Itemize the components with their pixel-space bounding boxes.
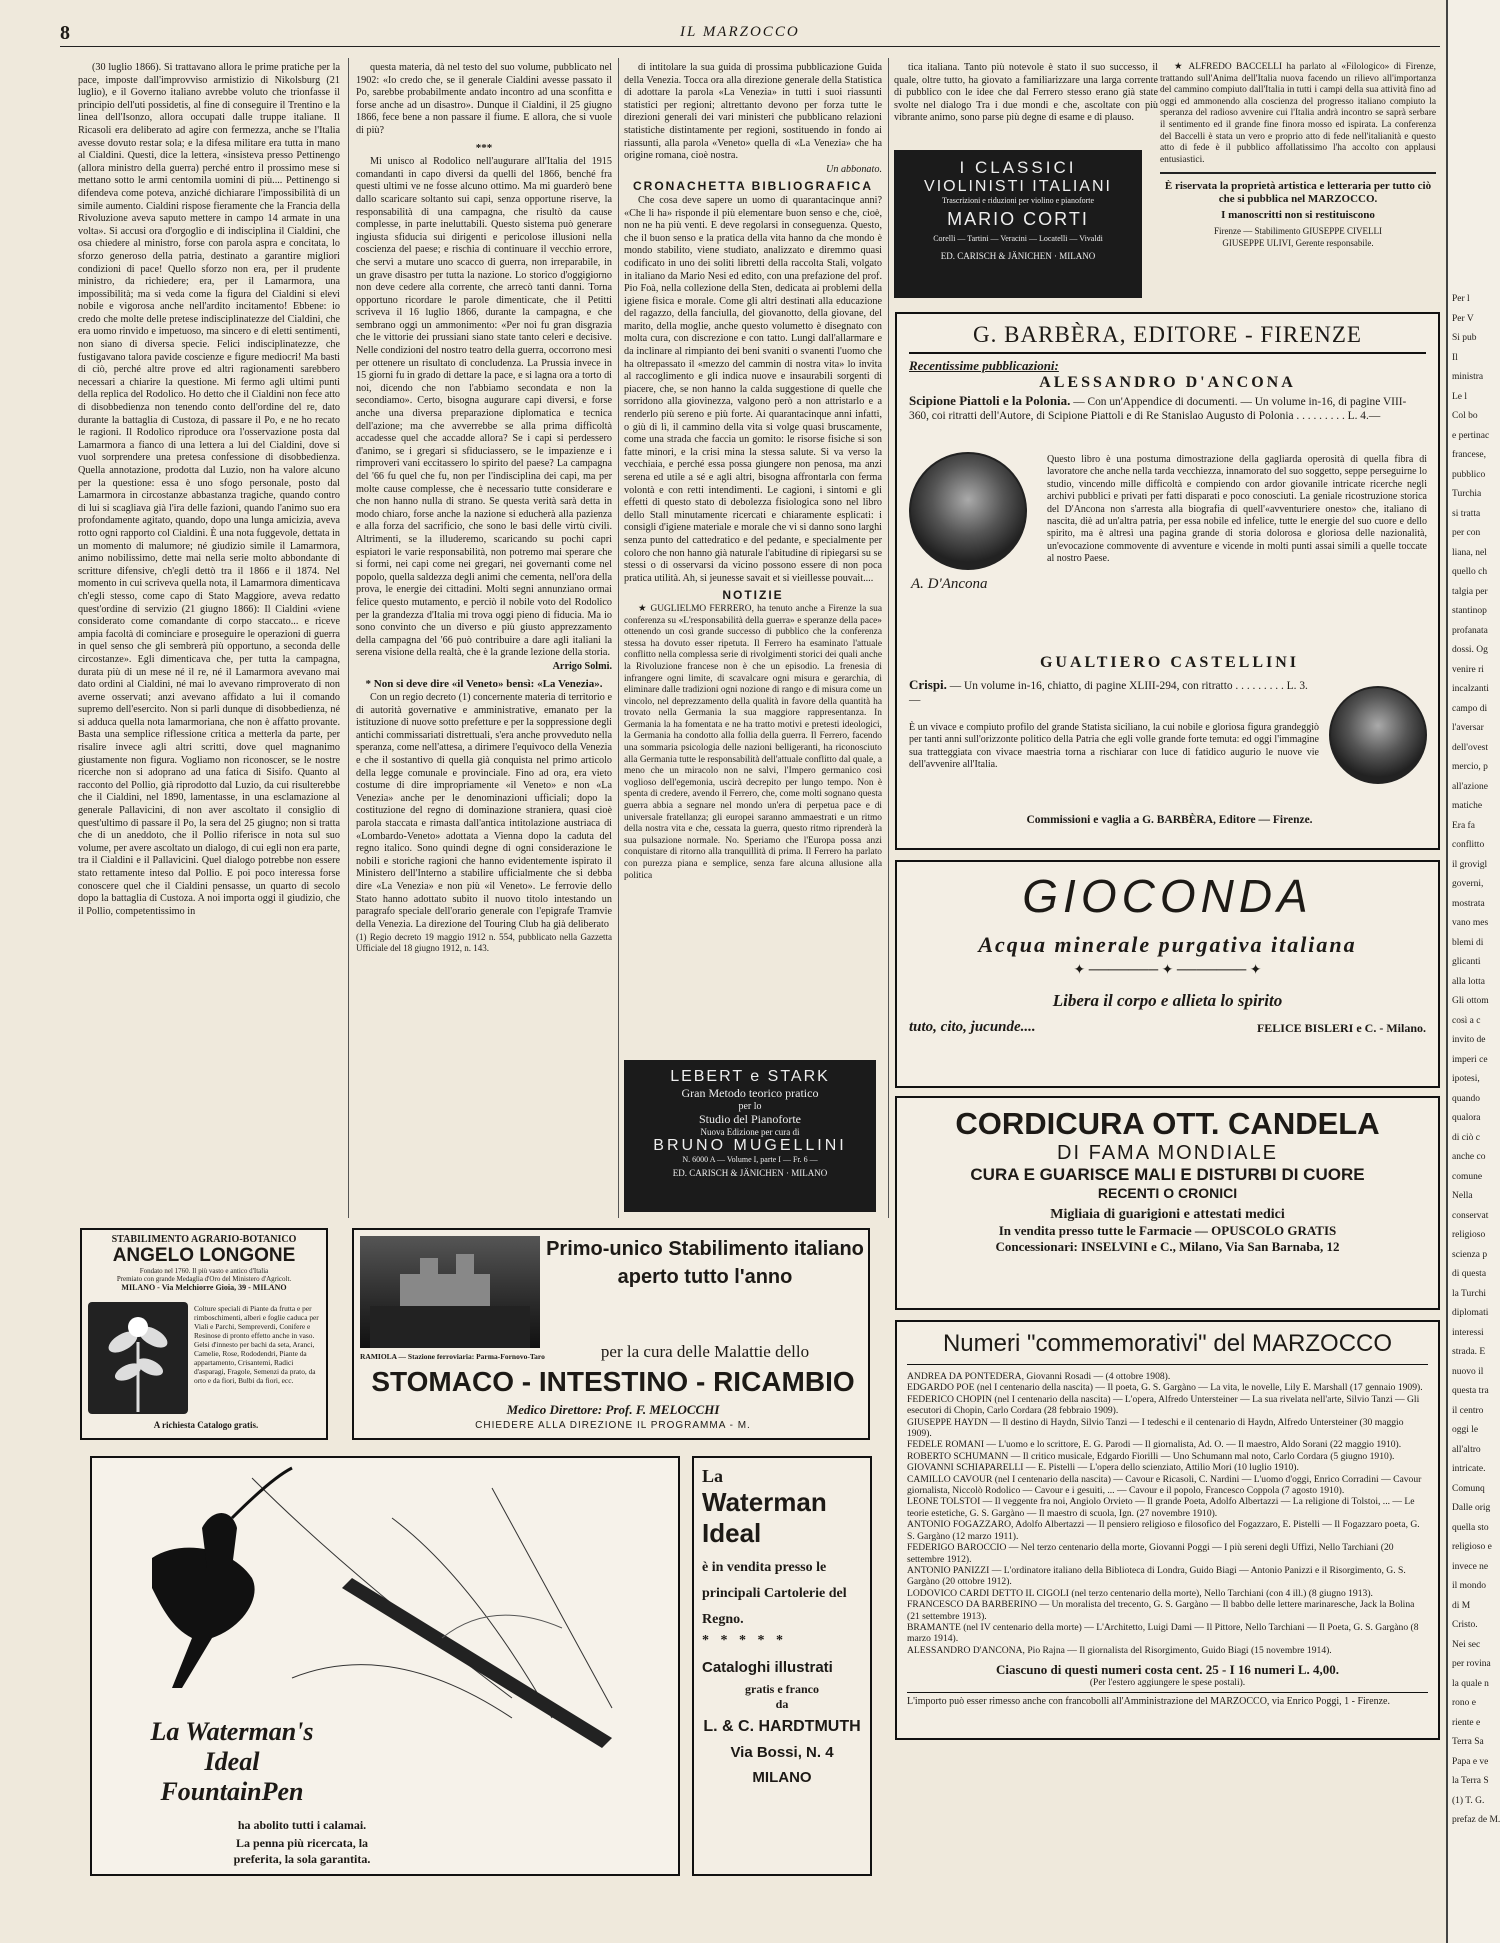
waterman-illustration	[92, 1458, 678, 1758]
news-body: ★ GUGLIELMO FERRERO, ha tenuto anche a Firenze la sua conferenza su «L'responsabilità della guerra» e speranze della pace» ottenendo un così grande successo di pubblico che la conferenza stessa ha dovuto esser ripetuta. Il Ferrero ha esaminato l'attuale conflitto nella complessa serie di rivolgimenti storici dei quali anche la Rivoluzione francese non è che un episodio. La frenesia di infrangere ogni limite, di scavalcare ogni misura e gerarchia, di eliminare dalle tradizioni ogni nozione di rango e di misura come un vincolo, nel deprezzamento della qualità in favore della quantità ha trovato nella Germania la sua maggiore rappresentanza. In Germania la ha fomentata e ne ha tratto motivi e pretesti ideologici, la Germania ha condotto alla follia della guerra. Il Ferrero, facendo una sommaria psicologia delle nazioni belligeranti, ha riconosciuto alla Germania tutte le responsabilità dell'attuale conflitto dal quale, a meno che un miracolo non ne salvi, l'Impero germanico così voglioso dell'egemonia, uscirà decrepito per lungo tempo. Non è spenta di credere, avendo il Ferrero, che, come molti sognano questa guerra abbia a segnare nel mondo un'era di perpetua pace e di universale fratellanza; gli europei saranno ammaestrati e un ritmo della nostra vita e che, cessata la guerra, questo ritmo riprenderà la sua pulsazione normale. No. Speriamo che l'Europa possa anzi conquistare di ritorno alla tranquillità di prima. Il Ferrero ha parlato con purezza piana e semplice, senza fare alcuna allusione alla politica	[624, 603, 882, 881]
masthead: IL MARZOCCO	[680, 24, 800, 40]
news-body: ★ ALFREDO BACCELLI ha parlato al «Filologico» di Firenze, trattando sull'Anima dell'Italia nuova facendo un rilievo all'importanza del cammino compiuto dall'Italia in tutti i campi della sua attività fino ad oggi ed ammonendo alla coscienza del progresso italiano compiuto la speranza del radioso avvenire cui l'Italia andrà incontro se saprà serbare il sentimento ed il grande fine finora mosso ed ispirata. La conferenza del Baccelli è stata un vero e proprio atto di fede nell'italianità e questo atto di fede è il pubblico affollatissimo l'ha accolto con applausi entusiastici.	[1160, 62, 1436, 165]
ad-brand: FountainPen	[160, 1777, 304, 1806]
adjacent-page-line: all'azione	[1452, 781, 1488, 792]
ad-line: Fondato nel 1760. Il più vasto e antico d'Italia	[139, 1267, 269, 1275]
commemorative-item: LODOVICO CARDI DETTO IL CIGOLI (nel terzo centenario della morte), Nello Tarchiani (con 4 ill.) (8 giugno 1913).	[907, 1587, 1373, 1599]
ad-firm: L. & C. HARDTMUTH	[703, 1718, 861, 1735]
column-rule	[618, 58, 619, 1218]
adjacent-page-line: diplomati	[1452, 1308, 1489, 1318]
column-rule	[348, 58, 349, 1218]
ad-line: La	[702, 1466, 724, 1486]
ad-title: CORDICURA OTT. CANDELA	[955, 1106, 1380, 1141]
adjacent-page-line: Terra Sa	[1452, 1737, 1484, 1747]
ad-slogan: Libera il corpo e allieta lo spirito	[1052, 991, 1283, 1010]
rule	[1160, 172, 1436, 174]
ad-title: GIOCONDA	[1022, 870, 1313, 922]
adjacent-page-line: ipotesi,	[1452, 1074, 1480, 1084]
ad-title: STOMACO - INTESTINO - RICAMBIO	[371, 1366, 855, 1397]
adjacent-page-line: l'aversar	[1452, 723, 1484, 733]
commemorative-item: LEONE TOLSTOI — Il veggente fra noi, Angiolo Orvieto — Il grande Poeta, Adolfo Albertazzi — La religione di Tolstoi, ... — Le teorie estetiche, G. S. Gargàno — Il maestro di scuola, Ign. (27 novembre 1910).	[907, 1496, 1415, 1519]
adjacent-page-line: la quale n	[1452, 1678, 1489, 1689]
adjacent-page-line: così a c	[1452, 1015, 1481, 1026]
adjacent-page-line: incalzanti	[1452, 684, 1489, 694]
article-column-4	[894, 62, 1158, 132]
manuscripts-notice: I manoscritti non si restituiscono	[1221, 209, 1375, 222]
ad-address: Via Bossi, N. 4	[730, 1744, 834, 1761]
ad-longone	[80, 1228, 328, 1440]
article-body: (30 luglio 1866). Si trattavano allora le prime pratiche per la pace, imposte dall'improvviso armistizio di Nikolsburg (21 luglio), e il Governo italiano avrebbe voluto che trionfasse il principio dell'uti possidetis, al fine di conseguire il Trentino e la linea dell'Isonzo, allora occupati dalle truppe italiane. Il Ricasoli era deliberato ad agire con fermezza, anche se l'Italia avesse dovuto restar sola; e la difesa militare era tutta in mano al Cialdini. Questi, dice la lettera, «insisteva presso Pettinengo (allora ministro della guerra) perché entro il prossimo mese si mettano sotto le armi centomila uomini di più.... Pettinengo si difendeva come poteva, anziché dichiarare l'impossibilità di un simile aumento. Cialdini rispose fieramente che la Francia della Rivoluzione aveva saputo mettere in campo 14 armate in una volta». Si accusi ora d'orgoglio e di indisciplina il Cialdini, che osa chiedere al ministro, forse con parola aspra e concitata, lo sforzo generoso della patria, destinato a garantire migliori condizioni di pace! Quello sforzo non era, per il prudente ministro, da richiedere; era, per il Lamarmora, una impossibilità; ma si veda come la figura del Cialdini si elevi nobile e vigorosa anche nell'ardito incitamento! Ebbene: io credo che molte delle pretese indisciplinatezze del Cialdini, che era uomo rinvido e impetuoso, ma sincero e di eletti sentimenti, non siano di diversa specie. Felici indisciplinatezze, che fustigavano talora pavide coscienze e figure mediocri! Ma basti di ciò, perché altre prove ed altri ragionamenti sarebbero necessari a chiarire la questione. Mi fermo agli ultimi punti della replica del Rodolico. Ho detto che il Cialdini non fece atto di disobbedienza non tenendo conto dell'ordine del re, dato durante la battaglia di Custoza, di passare il Po, e ne ho recato le ragioni. Il Rodolico riproduce ora l'osservazione posta dal Lamarmora a fianco di una lettera a lui del Cialdini, dove si vuol sorprendere una pretesa confessione di disobbedienza. Quella annotazione, prodotta dal Luzio, non ha valore alcuno per la questione: essa è uno sfogo personale, posto dal Lamarmora in circostanze abbastanza tragiche, quando contro di lui si scagliava già l'ira delle fazioni, quando l'animo suo era profondamente agitato, quando, dopo una lunga amicizia, aveva rotto ogni rapporto col Cialdini. È una nota fuggevole, dettata in un momento di malumore; né giudizio simile il Lamarmora, animo nobilissimo, dette mai nella serie molto abbondante di scritture difensive, ch'egli dettò tra il 1866 e il 1874. Nel momento in cui scriveva quella nota, il Lamarmora dimenticava ch'egli stesso, come capo di Stato Maggiore, aveva redatto quest'ordine di servizio (21 giugno 1866): Il Cialdini «viene considerato come comandante di corpo staccato... e riceve ampia facoltà di cominciare e proseguire le operazioni di guerra in quel senso che gli sembrerà più opportuno, a seconda delle circostanze». Egli dimenticava che, per tutta la campagna, durata più di un mese né il re, né il Lamarmora avevano mai dato ordini al Cialdini, né mai lo avevano rimproverato di non averne osservati; anzi avevano affidato a lui il comando supremo dell'esercito. Non si parli dunque di disobbedienza, né si adduca quella nota lamarmoriana, che non è affatto provante. Basta una semplice riflessione critica a metterla da parte, per risalire invece agli altri scritti, dove quel magnanimo giustamente non figura. Vogliamo non riconoscer, se le nostre ricerche non si adoprano ad una fatica di Sisifo. Quanto al racconto del Pollio, già riprodotto dal Luzio, da cui risulterebbe che il Cialdini, nel 1890, lamentasse, in una esclamazione al generale Pallavicini, di non aver ascoltato il consiglio di quest'ultimo di passare il Po, la sera del 25 giugno; non si tratta che di un aneddoto, che il Pollio riferisce in nota sul suo volume, per avere ascoltato un dialogo, di cui egli non era parte, tra il Cialdini e il Pallavicini. Quel dialogo potrebbe non essere stato rettamente inteso dal Pollio. E poi poco interessa forse conoscere quel che il Cialdini pensasse, un quarto di secolo dopo la battaglia di Custoza. A noi importa oggi il giudizio, che il Pollio, competentissimo in	[78, 62, 340, 917]
ad-title: G. BARBÈRA, EDITORE - FIRENZE	[909, 322, 1426, 354]
commemorative-item: ROBERTO SCHUMANN — Il critico musicale, Edgardo Fiorilli — Uno Schumann mal noto, Carlo Cordara (5 giugno 1910).	[907, 1450, 1395, 1462]
ad-line: per la cura delle Malattie dello	[600, 1342, 810, 1361]
ad-title: Waterman	[702, 1487, 827, 1517]
adjacent-page-line: conflitto	[1452, 840, 1485, 850]
article-column-5	[1160, 62, 1436, 302]
ad-author: ALESSANDRO D'ANCONA	[1039, 374, 1296, 391]
ad-line: preferita, la sola garantita.	[233, 1852, 371, 1866]
adjacent-page-line: di M	[1452, 1600, 1471, 1611]
book-description: — Con un'Appendice di documenti. — Un volume in-16, di pagine VIII-360, coi ritratti dell'Autore, di Scipione Piattoli e di Re Stanislao Augusto di Polonia . . . . . . . . . L. 4.—	[909, 396, 1407, 422]
section-separator: ***	[475, 141, 493, 154]
adjacent-page-edge	[1446, 0, 1500, 1943]
article-body: di intitolare la sua guida di prossima pubblicazione Guida della Venezia. Tocca ora alla direzione generale della Statistica di adottare la parola «La Venezia» in tutti i suoi riassunti statistici per regioni; altrettanto devono per forza tutte le direzioni generali dei vari ministeri che pubblicano relazioni statistiche distintamente per regioni, sostituendo in fondo ai riassunti, alla parola «Veneto» quella di «La Venezia» che ha origine romana, cioè nostra.	[624, 62, 882, 162]
section-heading: CRONACHETTA BIBLIOGRAFICA	[633, 179, 873, 194]
ad-orders: Commissioni e vaglia a G. BARBÈRA, Editore — Firenze.	[1026, 814, 1313, 826]
commemorative-item: FEDERICO CHOPIN (nel I centenario della nascita) — L'opera, Alfredo Untersteiner — La sua rivelata nell'arte, Silvio Tanzi — Gli esecutori di Chopin, Carlo Cordara (28 febbraio 1909).	[907, 1393, 1420, 1417]
ad-stars: * * * * *	[702, 1633, 787, 1648]
ornament: ✦ ─────── ✦ ─────── ✦	[1073, 963, 1262, 978]
adjacent-page-line: Col bo	[1452, 411, 1478, 421]
adjacent-page-line: Per l	[1452, 294, 1470, 304]
adjacent-page-line: venire ri	[1452, 664, 1484, 675]
ad-stomaco	[352, 1228, 870, 1440]
adjacent-page-line: qualora	[1452, 1113, 1481, 1123]
article-column-1	[78, 62, 340, 1220]
ad-station: RAMIOLA — Stazione ferroviaria: Parma-Fornovo-Taro	[360, 1352, 545, 1361]
adjacent-page-line: conservat	[1452, 1210, 1489, 1221]
ad-subhead: Recentissime pubblicazioni:	[909, 358, 1059, 373]
adjacent-page-line: Turchia	[1452, 489, 1482, 499]
commemorative-item: EDGARDO POE (nel I centenario della nascita) — Il poeta, G. S. Gargàno — La vita, le novelle, Lily E. Marshall (17 gennaio 1909).	[907, 1382, 1423, 1394]
adjacent-page-line: liana, nel	[1452, 547, 1487, 558]
adjacent-page-line: Era fa	[1452, 820, 1475, 831]
adjacent-page-line: Dalle orig	[1452, 1503, 1491, 1513]
ad-hardtmuth	[692, 1456, 872, 1876]
adjacent-page-line: interessi	[1452, 1327, 1484, 1338]
commemorative-list	[907, 1371, 1428, 1656]
adjacent-page-line: prefaz de M.	[1452, 1815, 1500, 1825]
ad-line: In vendita presso tutte le Farmacie — OPUSCOLO GRATIS	[998, 1223, 1337, 1238]
adjacent-page-line: per con	[1452, 528, 1481, 538]
ad-request: CHIEDERE ALLA DIREZIONE IL PROGRAMMA - M.	[475, 1420, 751, 1431]
portrait-dancona	[909, 452, 1027, 570]
author-signature: Arrigo Solmi.	[552, 660, 612, 672]
ad-footer: A richiesta Catalogo gratis.	[153, 1420, 259, 1430]
ad-publisher: ED. CARISCH & JÄNICHEN · MILANO	[940, 251, 1096, 261]
ad-line: DI FAMA MONDIALE	[1057, 1142, 1278, 1164]
ad-gioconda	[895, 860, 1440, 1088]
ad-footer: L'importo può esser rimesso anche con francobolli all'Amministrazione del MARZOCCO, via Enrico Poggi, 1 - Firenze.	[907, 1692, 1428, 1707]
ad-line: La penna più ricercata, la	[235, 1836, 369, 1850]
article-column-3	[624, 62, 882, 1052]
adjacent-page-line: Nei sec	[1452, 1639, 1481, 1650]
manager-line: GIUSEPPE ULIVI, Gerente responsabile.	[1222, 237, 1374, 248]
adjacent-page-line: blemi di	[1452, 937, 1484, 948]
adjacent-page-line: rono e	[1452, 1698, 1477, 1708]
adjacent-page-line: quella sto	[1452, 1522, 1489, 1533]
ad-note: (Per l'estero aggiungere le spese postali).	[1089, 1678, 1246, 1689]
section-heading: NOTIZIE	[722, 588, 784, 603]
adjacent-page-line: all'altro	[1452, 1444, 1481, 1455]
portrait-crispi	[1329, 686, 1427, 784]
adjacent-page-line: anche co	[1452, 1152, 1486, 1162]
adjacent-page-line: si tratta	[1452, 508, 1481, 519]
adjacent-page-line: Le l	[1452, 391, 1468, 402]
adjacent-page-line: Papa e ve	[1452, 1756, 1489, 1767]
adjacent-page-line: religioso	[1452, 1230, 1486, 1240]
ad-director: Medico Direttore: Prof. F. MELOCCHI	[506, 1402, 720, 1417]
commemorative-item: ANTONIO FOGAZZARO, Adolfo Albertazzi — Il pensiero religioso e filosofico del Fogazzaro, E. Pistelli — Il Fogazzaro poeta, G. S. Gargàno (12 marzo 1911).	[907, 1519, 1420, 1542]
ad-title: Numeri "commemorativi" del MARZOCCO	[907, 1330, 1428, 1365]
ad-line: Gran Metodo teorico pratico	[681, 1086, 819, 1100]
ad-title: ANGELO LONGONE	[112, 1245, 296, 1266]
adjacent-page-line: quello ch	[1452, 567, 1488, 577]
page-number: 8	[60, 22, 70, 44]
ad-line: MILANO - Via Melchiorre Gioia, 39 - MILANO	[121, 1283, 287, 1292]
plant-illustration	[88, 1302, 188, 1414]
ad-price: Ciascuno di questi numeri costa cent. 25 - I 16 numeri L. 4,00.	[995, 1662, 1340, 1678]
book-description: — Un volume in-16, chiatto, di pagine XLIII-294, con ritratto . . . . . . . . . L. 3.—	[909, 680, 1308, 706]
ad-classici-violinisti	[894, 150, 1142, 298]
ad-editor: BRUNO MUGELLINI	[653, 1137, 847, 1154]
footnote: (1) Regio decreto 19 maggio 1912 n. 554, pubblicato nella Gazzetta Ufficiale del 18 giugno 1912, n. 143.	[356, 932, 612, 954]
adjacent-page-line: di ciò c	[1452, 1132, 1480, 1143]
ad-brand: Ideal	[204, 1747, 260, 1776]
adjacent-page-line: imperi ce	[1452, 1054, 1488, 1065]
adjacent-page-line: francese,	[1452, 450, 1487, 460]
ad-line: STABILIMENTO AGRARIO-BOTANICO	[111, 1234, 297, 1245]
adjacent-page-line: talgia per	[1452, 586, 1488, 597]
adjacent-page-line: Gli ottom	[1452, 996, 1489, 1006]
book-blurb: È un vivace e compiuto profilo del grande Statista siciliano, la cui nobile e gloriosa figura grandeggiò per tanti anni sull'orizzonte politico della Patria che egli volle grande forte temuta: ed oggi l'immagine sua tratteggiata con vivace maestria torna a rischiarar con luce di fatidico augurio le nuove vie dell'avvenire all'Italia.	[909, 722, 1319, 771]
adjacent-page-line: Si pub	[1452, 333, 1477, 343]
ad-line: Corelli — Tartini — Veracini — Locatelli — Vivaldi	[933, 234, 1103, 243]
ad-line: Migliaia di guarigioni e attestati medici	[1050, 1207, 1285, 1222]
adjacent-page-line: mercio, p	[1452, 762, 1488, 772]
ad-line: Trascrizioni e riduzioni per violino e pianoforte	[941, 196, 1095, 205]
adjacent-page-line: campo di	[1452, 703, 1488, 714]
commemorative-item: BRAMANTE (nel IV centenario della morte) — L'Architetto, Luigi Dami — Il Pittore, Nello Tarchiani — Il Poeta, G. S. Gargàno (8 marzo 1914).	[907, 1621, 1419, 1645]
review-body: Che cosa deve sapere un uomo di quarantacinque anni? «Che li ha» risponde il più elementare buon senso e che, cioè, non ne ha più venti. E deve regolarsi in conseguenza. Questo, che il buon senso e la pratica della vita hanno da che mondo è mondo stabilito, viene studiato, analizzato e diremmo quasi codificato in uno dei soliti libretti della raccolta Stali, volgato in italiano da Mario Nesi ed edito, con una prefazione del prof. Pio Foà, nella collezione della Sten, dedicata ai problemi della igiene fisica e morale. Come gli altri destinati alla educazione del ragazzo, della fanciulla, del giovanotto, della giovane, del marito, della moglie, anche questo volumetto è disegnato con molta cura, con discrezione e con tatto. Lungi dall'allarmare e da inclinare al rimpianto dei beni svaniti o svanenti l'uomo che ha oltrepassato il «mezzo del cammin di nostra vita» lo invita al raccoglimento e gli indica nuove e insaurabili sorgenti di piacere, che, se non hanno la calda suggestione di quelle che sorridono alla giovinezza, valgono però a non attristarlo e a renderlo più sereno e più forte. Ai quarantacinque anni infatti, o giù di lì, il cammino della vita si volge quasi bruscamente, come una strada che faccia un gomito: le risorse fisiche si son fatte minori, e la crisi mina la stessa salute. Si va verso la vecchiaia, e perché essa possa giungere non penosa, ma anzi serena ed utile a sé e agli altri, bisogna affrontarla con ferma volontà e con retti intendimenti. Le cagioni, i sintomi e gli effetti di questo stato di debolezza fisiologica sono nel libro dello Stall minutamente ricercati e chiaramente esplicati: i consigli d'igiene materiale e morale che vi si danno sono larghi senza punto del cattedratico e del pedante, e specialmente per coloro che non hanno già naturale l'abitudine di ripiegarsi su se stessi o di osservarsi da vicino possono essere di non poca pratica utilità. Ah, si jeunesse savait et si vieillesse pouvait....	[624, 194, 882, 584]
header-rule	[60, 46, 1440, 47]
adjacent-page-line: e pertinac	[1452, 430, 1490, 441]
adjacent-page-line: nuovo il	[1452, 1366, 1484, 1377]
adjacent-page-line: Il	[1452, 352, 1458, 363]
ad-slogan-latin: tuto, cito, jucunde....	[909, 1019, 1036, 1035]
ad-subtitle: Acqua minerale purgativa italiana	[978, 932, 1357, 957]
ad-line: N. 6000 A — Volume I, parte I — Fr. 6 —	[682, 1155, 818, 1164]
spa-building-illustration	[360, 1236, 540, 1348]
adjacent-page-line: quando	[1452, 1093, 1480, 1104]
adjacent-page-line: per rovina	[1452, 1659, 1491, 1669]
ad-title: LEBERT e STARK	[670, 1068, 830, 1085]
adjacent-page-line: la Terra S	[1452, 1776, 1489, 1786]
ad-cordicura	[895, 1096, 1440, 1310]
adjacent-page-line: riente e	[1452, 1717, 1481, 1728]
commemorative-item: FEDERIGO BAROCCIO — Nel terzo centenario della morte, Giovanni Poggi — I più sereni degli Uffizi, Nello Tarchiani (20 settembre 1912).	[907, 1542, 1394, 1565]
ad-title: Primo-unico Stabilimento italiano	[546, 1238, 864, 1260]
ad-title: VIOLINISTI ITALIANI	[924, 178, 1112, 195]
book-title: Crispi.	[909, 677, 947, 692]
book-title: Scipione Piattoli e la Polonia.	[909, 393, 1071, 408]
adjacent-page-line: strada. E	[1452, 1347, 1486, 1357]
adjacent-page-line: invece ne	[1452, 1561, 1489, 1572]
adjacent-page-line: mostrata	[1452, 898, 1485, 909]
adjacent-page-line: comune	[1452, 1171, 1483, 1182]
adjacent-page-line: Per V	[1452, 313, 1474, 324]
adjacent-page-line: intricate.	[1452, 1464, 1486, 1474]
ad-line: Premiato con grande Medaglia d'Oro del Ministero d'Agricolt.	[116, 1275, 292, 1283]
commemorative-item: CAMILLO CAVOUR (nel I centenario della nascita) — Cavour e Ricasoli, C. Nardini — L'uomo d'oggi, Enrico Corradini — Cavour giornalista, Niccolò Rodolico — Cavour e i gesuiti, ... — Cavour e il popolo, Francesco Coppola (7 agosto 1910).	[907, 1473, 1422, 1497]
commemorative-item: ALESSANDRO D'ANCONA, Pio Rajna — Il giornalista del Risorgimento, Guido Biagi (15 novembre 1914).	[907, 1644, 1332, 1656]
ad-title: aperto tutto l'anno	[617, 1266, 793, 1288]
ad-title: Ideal	[702, 1518, 762, 1548]
ad-line: RECENTI O CRONICI	[1097, 1185, 1238, 1201]
ad-brand: La Waterman's	[150, 1717, 314, 1746]
ad-author: GUALTIERO CASTELLINI	[1039, 654, 1300, 671]
article-body: Mi unisco al Rodolico nell'augurare all'Italia del 1915 comandanti in capo diversi da quelli del 1866, benché fra questi ultimi ve ne fosse alcuno ottimo. Ma mi guarderò bene dallo scaricare soltanto sui capi, senza opportune riserve, la responsabilità di una campagna, che risultò da cause complesse, in parte ineluttabili. Questo sistema può generare ingiusta sfiducia sui dirigenti e pericolose illusioni nella coscienza del paese; e rischia di continuare il vecchio errore, che servì a mutare uno scacco di guerra, non irreparabile, in un grave disastro per tutta la nazione. Lo storico d'oggigiorno non deve cedere alla corrente, che arrecò tanti danni. Torna opportuno ricordare le parole dimenticate, che il Petitti scriveva il 16 luglio 1866, durante la campagna, e che sembrano oggi un ammonimento: «Per noi fu gran disgrazia che le vittorie dei prussiani siano state tanto celeri e decisive. Nelle condizioni del nostro teatro della guerra, occorrono mesi per ottenere un risultato di concludenza. La Prussia invece in 15 giorni fu in grado di dettare la pace, e si lagna ora a torto di noi, dicendo che non l'abbiamo secondata e non la secondiamo». Certo, bisogna augurare capi diversi, e forse anche una diversa preparazione diplomatica e tecnica dell'azione; ma che avverrebbe se alla prima difficoltà accadesse quel che accadde allora? Se i capi si perdessero d'animo, se i gregari si sfiduciassero, se le impazienze e i rimproveri vani eccitassero lo spirito del paese? La campagna del '66 fu quel che fu, non per l'indisciplina dei capi, ma per molte cause complesse, che è necessario tutte considerare e che non hanno nulla di strano. Se questa verità sarà detta in modo chiaro, forse anche la nazione si educherà alla pazienza e alla forza del sacrificio, che sono le basi delle virtù civili. Altrimenti, se la illuderemo, scaricando su pochi capri espiatori le varie responsabilità, non potremo mai sperare che si formi, nei capi come nei gregari, nei governanti come nel popolo, quella saldezza degli animi che cementa, nell'ora della prova, le energie dei cittadini. Molti segni annunziano ormai felice questo mutamento, e perciò il nobile voto del Rodolico per la grandezza d'Italia mi trova oggi pieno di fiducia. Ma io sono convinto che un diverso e più giusto apprezzamento della campagna del '66 può contribuire a dare agli italiani la serena visione della realtà, che è la grande lezione della storia.	[356, 156, 612, 659]
article-body: questa materia, dà nel testo del suo volume, pubblicato nel 1902: «Io credo che, se il generale Cialdini avesse passato il Po, sarebbe probabilmente andato incontro ad una sconfitta e forse anche ad un disastro». Dunque il Cialdini, il 25 giugno 1866, fece bene a non passare il fiume. E allora, che si vuole di più?	[356, 62, 612, 136]
ad-body: è in vendita presso le principali Cartolerie del Regno.	[702, 1560, 847, 1627]
ad-barbera	[895, 312, 1440, 850]
adjacent-page-line: pubblico	[1452, 469, 1486, 480]
ad-body: Colture speciali di Piante da frutta e per rimboschimenti, alberi e foglie caduca per Viali e Parchi, Sempreverdi, Conifere e Resinose di pronto effetto anche in vaso. Gelsi d'innesto per bachi da seta, Aranci, Camelie, Rose, Rododendri, Piante da appartamento, Crisantemi, Radici d'asparagi, Fragole, Semenzi da prato, da orto e da fiori, Bulbi da fiori, ecc.	[194, 1304, 319, 1385]
ad-city: MILANO	[752, 1769, 812, 1786]
commemorative-item: GIOVANNI SCHIAPARELLI — E. Pistelli — L'opera dello scienziato, Attilio Mori (10 luglio 1910).	[907, 1462, 1299, 1474]
adjacent-page-line: stantinop	[1452, 606, 1487, 616]
ad-line: Studio del Pianoforte	[699, 1112, 801, 1126]
ad-title: I CLASSICI	[959, 158, 1077, 177]
adjacent-page-line: dell'ovest	[1452, 742, 1489, 753]
ad-maker: FELICE BISLERI e C. - Milano.	[1256, 1021, 1426, 1035]
adjacent-page-line: profanata	[1452, 625, 1488, 636]
adjacent-page-line: ministra	[1452, 372, 1484, 382]
ad-waterman-pen	[90, 1456, 680, 1876]
adjacent-page-line: scienza p	[1452, 1249, 1488, 1260]
news-body: tica italiana. Tanto più notevole è stato il suo successo, il quale, oltre tutto, ha giovato a familiarizzare una larga corrente di pubblico con le idee che dal Ferrero stesso erano già state svolte nel dialogo Tra i due mondi e che, ascoltate con più vibrante animo, sono parse più degne di esame e di plauso.	[894, 62, 1158, 124]
article-column-2	[356, 62, 612, 1220]
author-signature: Un abbonato.	[825, 163, 882, 175]
adjacent-page-line: il mondo	[1452, 1581, 1487, 1591]
adjacent-page-line: Cristo.	[1452, 1620, 1478, 1630]
adjacent-page-line: questa tra	[1452, 1386, 1489, 1396]
notice-body: Con un regio decreto (1) concernente materia di territorio e di autorità governative e amministrative, emanato per la istituzione di nuove sotto prefetture e per la soppressione degli antichi commissariati distrettuali, s'era anche provveduto nella speranza, come nell'attesa, a dirimere l'equivoco della Venezia e che il sostantivo di quella già conquista nel primo articolo della legge comunale e provinciale. Fino ad ora, era vieto costume di dire impropriamente «il Veneto» e non «La Venezia» anche per le denominazioni ufficiali; dopo la costituzione del regno di dominazione straniera, quasi cioè parola staccata e rimasta dall'antica intitolazione austriaca di «Lombardo-Veneto» adottata a Vienna dopo la caduta del regno italico. Sono quindi degne di ogni considerazione le nobili e storiche ragioni che hanno evidentemente ispirato il Ministero dell'Interno a stabilire ufficialmente che si debba dire «La Venezia» e non più «il Veneto». Le ferrovie dello Stato hanno adottato subito il nuovo titolo intestando un paragrafo speciale dell'orario generale con l'epigrafe Tramvie della Venezia. La direzione del Touring Club ha già deliberato	[356, 692, 612, 930]
commemorative-item: GIUSEPPE HAYDN — Il destino di Haydn, Silvio Tanzi — I tedeschi e il centenario di Haydn, Alfredo Untersteiner (30 maggio 1909).	[907, 1416, 1404, 1440]
adjacent-page-line: oggi le	[1452, 1425, 1479, 1435]
commemorative-item: FEDELE ROMANI — L'uomo e lo scrittore, E. G. Parodi — Il giornalista, Ad. O. — Il maestro, Aldo Sorani (22 maggio 1910).	[907, 1439, 1402, 1451]
ad-line: Concessionari: INSELVINI e C., Milano, Via San Barnaba, 12	[995, 1239, 1340, 1254]
adjacent-page-line: dossi. Og	[1452, 645, 1488, 655]
adjacent-page-line: di questa	[1452, 1269, 1487, 1279]
adjacent-page-line: glicanti	[1452, 957, 1481, 967]
adjacent-page-line: la Turchi	[1452, 1288, 1487, 1299]
book-blurb: Questo libro è una postuma dimostrazione della gagliarda operosità di quella fibra di lavoratore che anche nella tarda vecchiezza, innamorato del suo soggetto, seppe perseguirne lo studio, vincendo mille difficoltà e compiendo con ardor giovanile intricate ricerche negli archivi pubblici e privati per fatti disparati e poco conosciuti. La geniale ricostruzione storica del D'Ancona non s'arresta alla biografia di quell'«avventuriere onesto» che, italiano di nascita, diè ad un'altra patria, per essa nobile ed infelice, tutte le energie del suo cuore e dello spirito, ma è altresì una pagina grande di storia dolorosa e gloriosa delle nazionalità, un'evocazione commovente di avventure e vicende in molti punti assai simili a quelle toccate al nostro Paese.	[1047, 454, 1427, 565]
author-signature: A. D'Ancona	[911, 576, 988, 592]
commemorative-item: ANDREA DA PONTEDERA, Giovanni Rosadi — (4 ottobre 1908).	[907, 1371, 1171, 1382]
ad-line: per lo	[738, 1101, 762, 1112]
adjacent-page-line: religioso e	[1452, 1542, 1492, 1552]
commemorative-item: FRANCESCO DA BARBERINO — Un moralista del trecento, G. S. Gargàno — Il babbo delle lettere marinaresche, Jack la Bolina (21 settembre 1913).	[907, 1599, 1415, 1622]
ad-publisher: ED. CARISCH & JÄNICHEN · MILANO	[672, 1168, 828, 1178]
commemorative-item: ANTONIO PANIZZI — L'ordinatore italiano della Biblioteca di Londra, Guido Biagi — Antonio Panizzi e il Risorgimento, G. S. Gargàno (20 ottobre 1912).	[907, 1564, 1406, 1588]
page-header	[60, 22, 1420, 44]
ad-line: CURA E GUARISCE MALI E DISTURBI DI CUORE	[970, 1165, 1365, 1184]
ad-line: ha abolito tutti i calamai.	[237, 1818, 367, 1832]
adjacent-page-line: Comunq	[1452, 1483, 1485, 1494]
rights-notice: È riservata la proprietà artistica e letteraria per tutto ciò che si pubblica nel MARZOCCO.	[1164, 180, 1432, 206]
adjacent-page-line: invito de	[1452, 1035, 1486, 1045]
adjacent-page-line: il grovigl	[1452, 859, 1488, 870]
adjacent-page-line: il centro	[1452, 1405, 1484, 1416]
ad-author: MARIO CORTI	[947, 209, 1089, 229]
adjacent-page-line: governi,	[1452, 879, 1484, 889]
ad-numeri-commemorativi	[895, 1320, 1440, 1740]
adjacent-page-text	[1448, 0, 1500, 1900]
adjacent-page-line: vano mes	[1452, 918, 1489, 928]
ad-line: da	[775, 1697, 789, 1711]
adjacent-page-line: Nella	[1452, 1191, 1473, 1201]
printer-line: Firenze — Stabilimento GIUSEPPE CIVELLI	[1214, 225, 1382, 236]
adjacent-page-line: (1) T. G.	[1452, 1795, 1485, 1806]
ad-line: Cataloghi illustrati	[702, 1659, 833, 1676]
ad-line: Nuova Edizione per cura di	[700, 1127, 800, 1137]
ad-lebert-stark	[624, 1060, 876, 1212]
notice-heading: * Non si deve dire «il Veneto» bensì: «La Venezia».	[365, 677, 603, 690]
adjacent-page-line: matiche	[1452, 801, 1483, 811]
column-rule	[888, 58, 889, 1218]
ad-line: gratis e franco	[745, 1682, 819, 1696]
adjacent-page-line: alla lotta	[1452, 976, 1485, 987]
